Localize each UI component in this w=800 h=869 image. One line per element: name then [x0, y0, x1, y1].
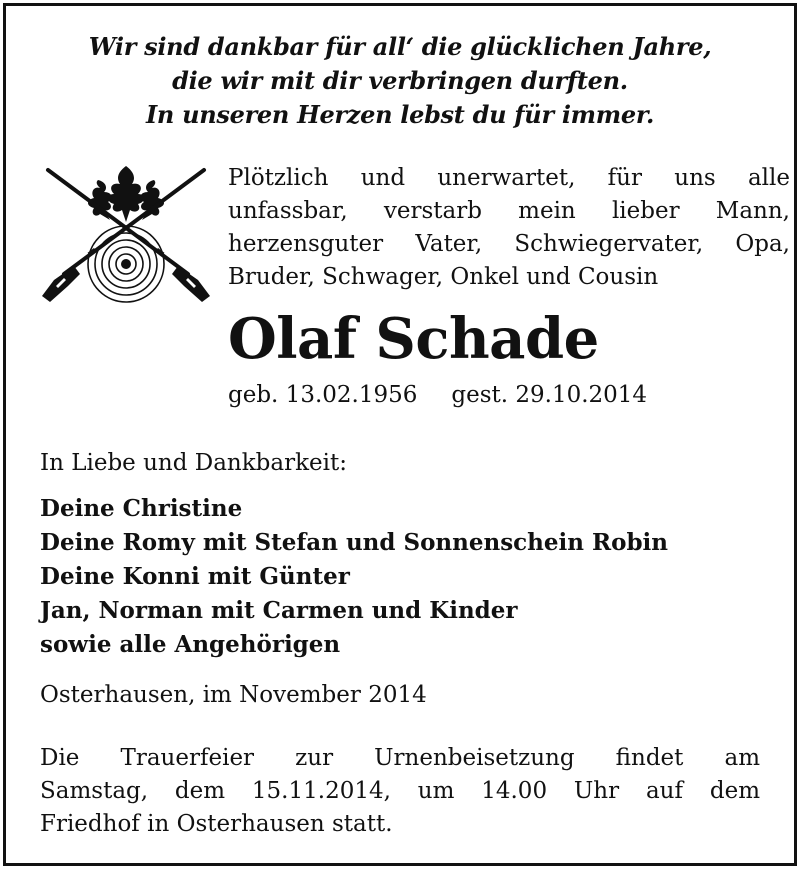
- mourner: sowie alle Angehörigen: [40, 631, 341, 658]
- mourner: Deine Romy mit Stefan und Sonnenschein Robin: [40, 529, 668, 556]
- motto-line: Wir sind dankbar für all‘ die glücklichen Jahre,: [88, 32, 712, 61]
- ceremony-line: Die Trauerfeier zur Urnenbeisetzung findet am: [40, 745, 760, 771]
- mourners-list: [40, 492, 668, 662]
- announcement-text: [228, 162, 790, 294]
- motto-line: In unseren Herzen lebst du für immer.: [145, 100, 655, 129]
- ceremony-line: Friedhof in Osterhausen statt.: [40, 811, 393, 837]
- love-line: In Liebe und Dankbarkeit:: [40, 450, 347, 476]
- announcement-line: unfassbar, verstarb mein lieber Mann,: [228, 198, 790, 224]
- crossed-rifles-target-oak-icon: [38, 162, 214, 306]
- birth-date: geb. 13.02.1956: [228, 382, 418, 408]
- motto: [6, 30, 794, 132]
- life-dates: [228, 382, 647, 408]
- mourner: Jan, Norman mit Carmen und Kinder: [40, 597, 518, 624]
- announcement-line: herzensguter Vater, Schwiegervater, Opa,: [228, 231, 790, 257]
- ceremony-info: [40, 742, 760, 841]
- motto-line: die wir mit dir verbringen durften.: [172, 66, 628, 95]
- deceased-name: Olaf Schade: [228, 306, 599, 372]
- place-date: Osterhausen, im November 2014: [40, 682, 427, 708]
- ceremony-line: Samstag, dem 15.11.2014, um 14.00 Uhr auf dem: [40, 778, 760, 804]
- announcement-line: Plötzlich und unerwartet, für uns alle: [228, 165, 790, 191]
- death-date: gest. 29.10.2014: [451, 382, 648, 408]
- mourner: Deine Konni mit Günter: [40, 563, 350, 590]
- obituary-notice: [3, 3, 797, 866]
- announcement-line: Bruder, Schwager, Onkel und Cousin: [228, 264, 659, 290]
- mourner: Deine Christine: [40, 495, 243, 522]
